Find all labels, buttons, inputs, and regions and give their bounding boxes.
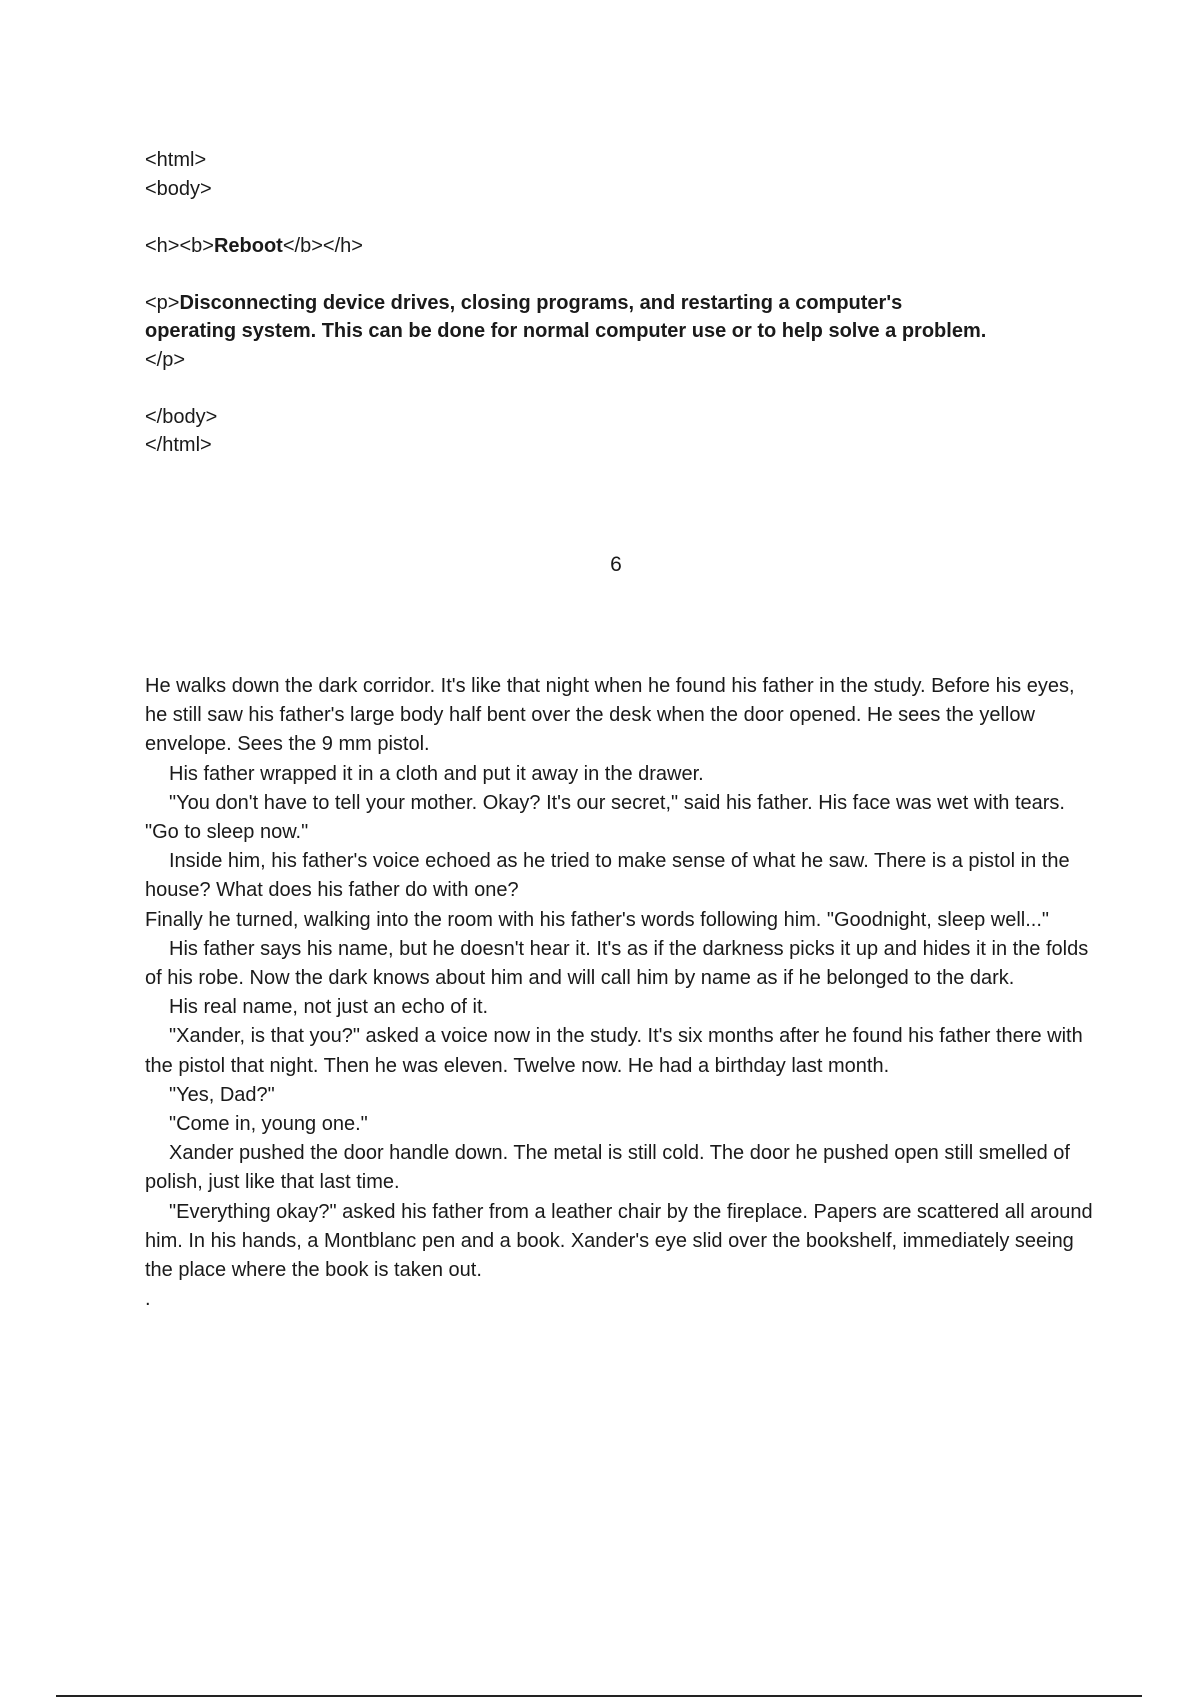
story-paragraph: Inside him, his father's voice echoed as he tried to make sense of what he saw. There is a pistol in the house? What does his father do with one? xyxy=(145,850,1070,902)
story-paragraph: "Everything okay?" asked his father from a leather chair by the fireplace. Papers are scattered all around him. In his hands, a Montblanc pen and a book. Xander's eye slid over the bookshelf, immediately seeing the place where the book is taken out. xyxy=(145,1200,1093,1282)
story-paragraph: "Xander, is that you?" asked a voice now in the study. It's six months after he found his father there with the pistol that night. Then he was eleven. Twelve now. He had a birthday last month. xyxy=(145,1025,1083,1077)
code-paragraph-line xyxy=(145,289,995,375)
code-paragraph-text: Disconnecting device drives, closing programs, and restarting a computer's operating system. This can be done for normal computer use or to help solve a problem. xyxy=(145,291,987,342)
story-paragraph: "Come in, young one." xyxy=(169,1113,368,1136)
code-spacer xyxy=(145,374,1025,403)
story-paragraph: Finally he turned, walking into the room with his father's words following him. "Goodnight, sleep well..." xyxy=(145,908,1050,931)
code-body-open: <body> xyxy=(145,177,212,200)
code-spacer xyxy=(145,203,1025,232)
page-number: 6 xyxy=(610,553,622,576)
code-heading-line xyxy=(145,232,1025,261)
code-paragraph-close-tag: </p> xyxy=(145,348,186,371)
code-html-close: </html> xyxy=(145,434,212,456)
code-spacer xyxy=(145,260,1025,289)
code-paragraph-open-tag: <p> xyxy=(145,291,180,314)
code-body-close: </body> xyxy=(145,405,218,428)
code-heading-text: Reboot xyxy=(213,234,283,257)
code-heading-open-tags: <h><b> xyxy=(145,234,214,257)
footer-rule xyxy=(56,1695,1142,1697)
story-paragraph: His father wrapped it in a cloth and put it away in the drawer. xyxy=(169,762,704,785)
story-paragraph: His real name, not just an echo of it. xyxy=(169,996,489,1019)
story-paragraph: "You don't have to tell your mother. Okay? It's our secret," said his father. His face was wet with tears. "Go to sleep now." xyxy=(145,791,1065,844)
code-html-open: <html> xyxy=(145,149,207,171)
story-text xyxy=(145,672,1095,1314)
story-paragraph: Xander pushed the door handle down. The metal is still cold. The door he pushed open still smelled of polish, just like that last time. xyxy=(145,1142,1070,1194)
story-paragraph: . xyxy=(145,1288,151,1311)
story-paragraph: He walks down the dark corridor. It's like that night when he found his father in the study. Before his eyes, he still saw his father's large body half bent over the desk when the door opened. He sees the yellow envelope. Sees the 9 mm pistol. xyxy=(145,675,1075,756)
html-code-snippet xyxy=(145,146,1025,460)
story-paragraph: "Yes, Dad?" xyxy=(169,1083,275,1106)
story-paragraph: His father says his name, but he doesn't hear it. It's as if the darkness picks it up and hides it in the folds of his robe. Now the dark knows about him and will call him by name as if he belonged to the dark. xyxy=(145,937,1089,990)
code-heading-close-tags: </b></h> xyxy=(282,234,363,257)
